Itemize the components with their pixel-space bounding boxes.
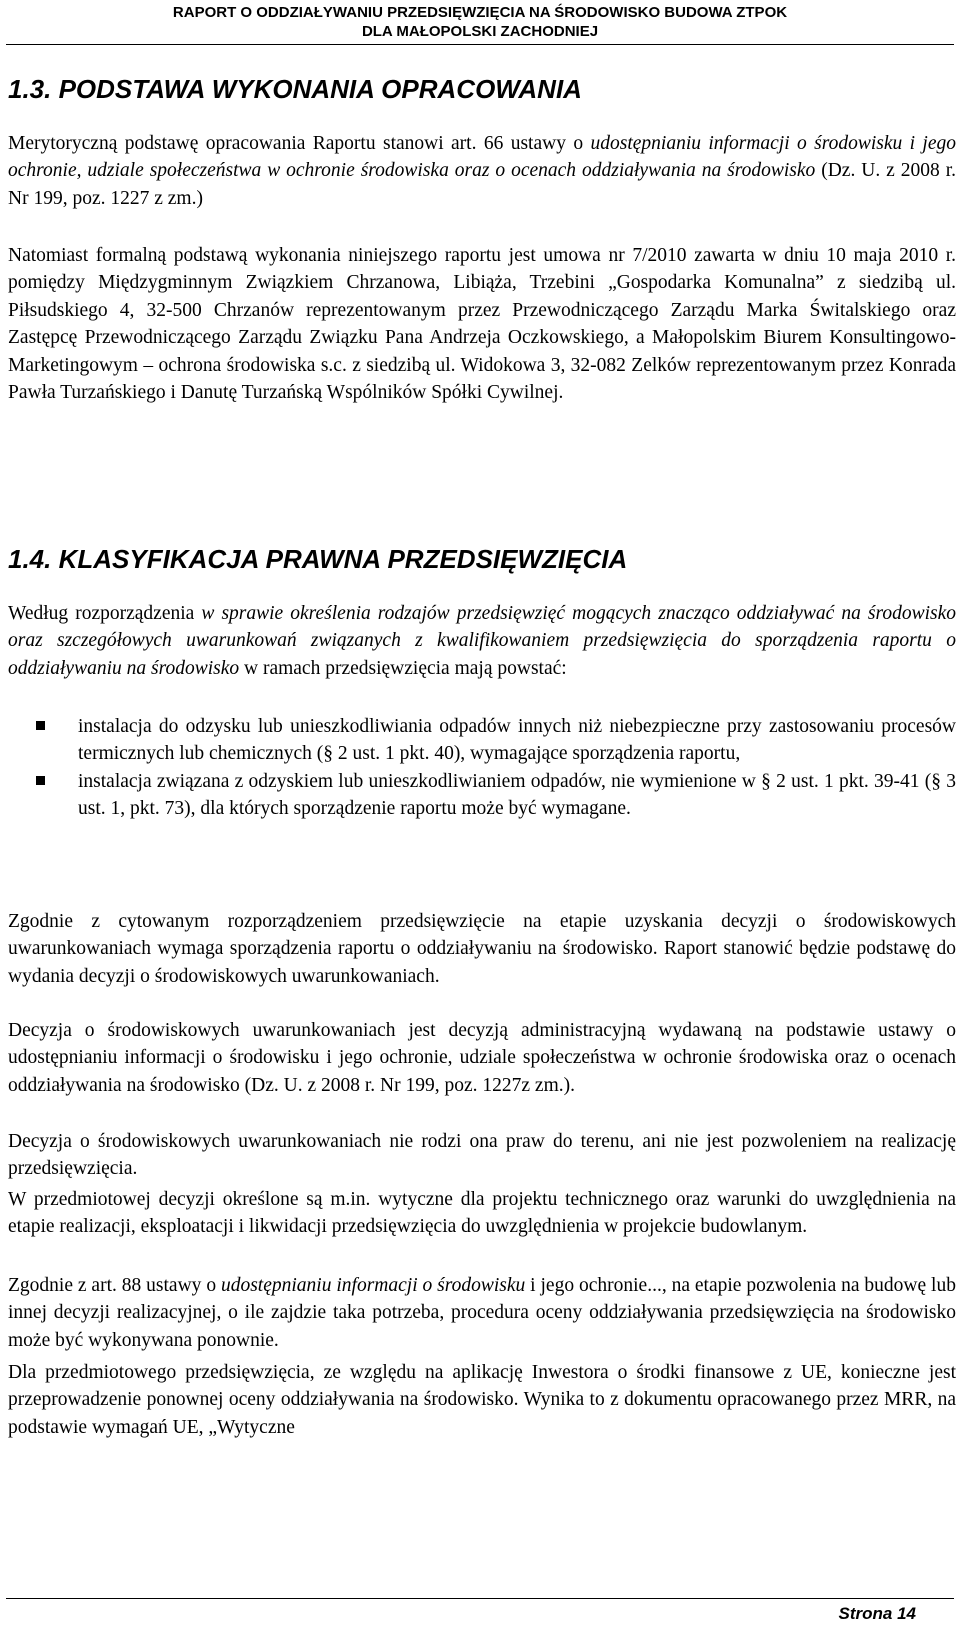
act-short-title-italic: udostępnianiu informacji o środowisku xyxy=(220,1275,526,1296)
paragraph-regulation-part-a: Według rozporządzenia xyxy=(8,603,202,624)
square-bullet-icon xyxy=(36,721,45,730)
paragraph-eu-funding: Dla przedmiotowego przedsięwzięcia, ze względu na aplikację Inwestora o środki finansowe z UE, konieczne jest przeprowadzenie ponownej oceny oddziaływania na środowisko. Wynika to z dokumentu opracowanego przez MRR, na podstawie wymagań UE, „Wytyczne xyxy=(8,1362,956,1438)
paragraph-basis-part-c: (Dz. U. z 2008 r. Nr 199, poz. 1227 z zm.) xyxy=(8,160,957,209)
paragraph-article-88-part-a: Zgodnie z art. 88 ustawy o xyxy=(8,1275,221,1296)
list-item xyxy=(0,768,956,823)
paragraph-decision-rights: Decyzja o środowiskowych uwarunkowaniach nie rodzi ona praw do terenu, ani nie jest pozwoleniem na realizację przedsięwzięcia. xyxy=(8,1131,956,1180)
paragraph-basis xyxy=(8,130,956,212)
footer-rule xyxy=(6,1598,954,1599)
paragraph-contract: Natomiast formalną podstawą wykonania niniejszego raportu jest umowa nr 7/2010 zawarta w dniu 10 maja 2010 r. pomiędzy Międzygminnym Związkiem Chrzanowa, Libiąża, Trzebini „Gospodarka Komunalna” z siedzibą ul. Piłsudskiego 4, 32-500 Chrzanów reprezentowanym przez Przewodniczącego Zarządu Marka Świtalskiego oraz Zastępcę Przewodniczącego Zarządu Związku Pana Andrzeja Oczkowskiego, a Małopolskim Biurem Konsultingowo-Marketingowym – ochrona środowiska s.c. z siedzibą ul. Widokowa 3, 32-082 Zelków reprezentowanym przez Konrada Pawła Turzańskiego i Danutę Turzańską Wspólników Spółki Cywilnej. xyxy=(8,245,956,404)
list-item-text: instalacja do odzysku lub unieszkodliwiania odpadów innych niż niebezpieczne przy zastosowaniu procesów termicznych lub chemicznych (§ 2 ust. 1 pkt. 40), wymagające sporządzenia raportu, xyxy=(78,716,956,765)
paragraph-decision-guidelines: W przedmiotowej decyzji określone są m.in. wytyczne dla projektu technicznego oraz warunki do uwzględnienia na etapie realizacji, eksploatacji i likwidacji przedsięwzięcia do uwzględnienia w projekcie budowlanym. xyxy=(8,1189,956,1238)
square-bullet-icon xyxy=(36,776,45,785)
section-heading-1-3: 1.3. PODSTAWA WYKONANIA OPRACOWANIA xyxy=(8,74,582,104)
paragraph-article-88 xyxy=(8,1272,956,1354)
header-rule xyxy=(6,44,954,45)
paragraph-decision-definition: Decyzja o środowiskowych uwarunkowaniach jest decyzją administracyjną wydawaną na podstawie ustawy o udostępnianiu informacji o środowisku i jego ochronie, udziale społeczeństwa w ochronie środowiska oraz o ocenach oddziaływania na środowisko (Dz. U. z 2008 r. Nr 199, poz. 1227z zm.). xyxy=(8,1020,956,1096)
header-line-2: DLA MAŁOPOLSKI ZACHODNIEJ xyxy=(361,23,599,40)
regulation-title-italic: w sprawie określenia rodzajów przedsięwzięć mogących znacząco oddziaływać na środowisko oraz szczegółowych uwarunkowań związanych z kwalifikowaniem przedsięwzięcia do sporządzenia raportu o oddziaływaniu na środowisko xyxy=(8,603,956,679)
paragraph-article-88-part-c: i jego ochronie..., na etapie pozwolenia na budowę lub innej decyzji realizacyjnej, o ile zajdzie taka potrzeba, procedura oceny oddziaływania przedsięwzięcia na środowisko może być wykonywana ponownie. xyxy=(8,1275,956,1351)
list-item xyxy=(0,713,956,768)
list-item-text: instalacja związana z odzyskiem lub unieszkodliwianiem odpadów, nie wymienione w § 2 ust. 1 pkt. 39-41 (§ 3 ust. 1, pkt. 73), dla których sporządzenie raportu może być wymagane. xyxy=(78,770,956,820)
installation-list xyxy=(0,713,960,823)
header-line-1: RAPORT O ODDZIAŁYWANIU PRZEDSIĘWZIĘCIA NA ŚRODOWISKO BUDOWA ZTPOK xyxy=(172,4,788,21)
paragraph-regulation-part-c: w ramach przedsięwzięcia mają powstać: xyxy=(239,657,567,679)
paragraph-report-requirement: Zgodnie z cytowanym rozporządzeniem przedsięwzięcie na etapie uzyskania decyzji o środowiskowych uwarunkowaniach wymaga sporządzenia raportu o oddziaływaniu na środowisko. Raport stanowić będzie podstawę do wydania decyzji o środowiskowych uwarunkowaniach. xyxy=(8,911,956,987)
paragraph-regulation xyxy=(8,600,956,682)
running-header xyxy=(0,3,960,41)
paragraph-basis-part-a: Merytoryczną podstawę opracowania Raportu stanowi art. 66 ustawy o xyxy=(8,133,591,154)
page-number: Strona 14 xyxy=(838,1604,916,1623)
act-title-italic: udostępnianiu informacji o środowisku i jego ochronie, udziale społeczeństwa w ochronie środowiska oraz o ocenach oddziaływania na środowisko xyxy=(8,133,956,182)
section-heading-1-4: 1.4. KLASYFIKACJA PRAWNA PRZEDSIĘWZIĘCIA xyxy=(8,544,628,574)
